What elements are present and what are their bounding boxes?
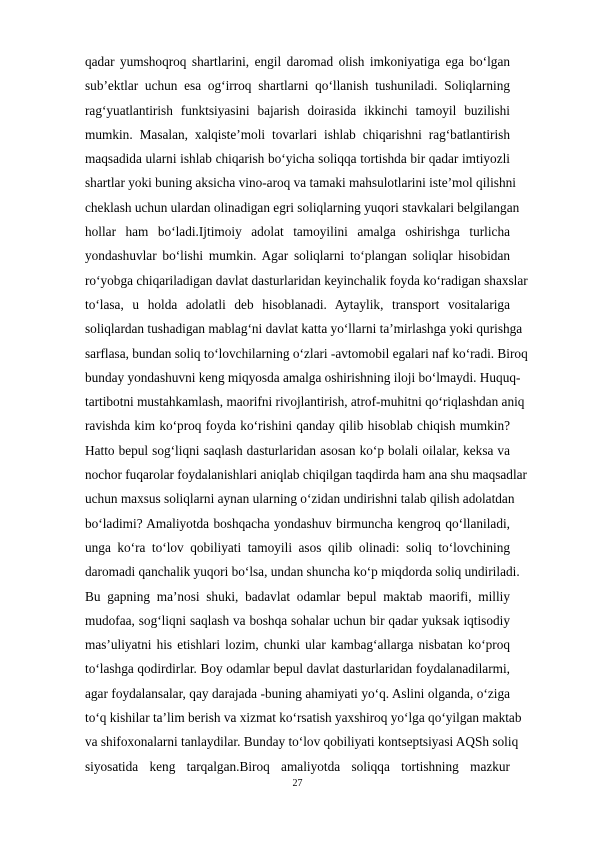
body-text <box>85 50 528 779</box>
text-line: yondashuvlar bo‘lishi mumkin. Agar soliqlarni to‘plangan soliqlar hisobidan <box>85 248 510 264</box>
text-line: cheklash uchun ulardan olinadigan egri soliqlarning yuqori stavkalari belgilangan <box>85 199 520 215</box>
text-line: rag‘yuatlantirish funktsiyasini bajarish doirasida ikkinchi tamoyil buzilishi <box>85 102 510 118</box>
text-line: soliqlardan tushadigan mablag‘ni davlat katta yo‘llarni ta’mirlashga yoki qurishga <box>85 321 523 337</box>
text-line: shartlar yoki buning aksicha vino-aroq va tamaki mahsulotlarini iste’mol qilishni <box>85 175 516 191</box>
text-line: ro‘yobga chiqariladigan davlat dasturlaridan keyinchalik foyda ko‘radigan shaxslar <box>85 272 528 288</box>
text-line: mas’uliyatni his etishlari lozim, chunki ular kambag‘allarga nisbatan ko‘proq <box>85 637 510 653</box>
text-line: qadar yumshoqroq shartlarini, engil daromad olish imkoniyatiga ega bo‘lgan <box>85 54 510 69</box>
text-line: uchun maxsus soliqlarni aynan ularning o‘zidan undirishni talab qilish adolatdan <box>85 491 515 507</box>
text-line: maqsadida ularni ishlab chiqarish bo‘yicha soliqqa tortishda bir qadar imtiyozli <box>85 151 510 167</box>
text-line: to‘lashga qodirdirlar. Boy odamlar bepul davlat dasturlaridan foydalanadilarmi, <box>85 661 510 677</box>
text-line: agar foydalansalar, qay darajada -buning ahamiyati yo‘q. Aslini olganda, o‘ziga <box>85 685 510 701</box>
text-line: sub’ektlar uchun esa og‘irroq shartlarni qo‘llanish tushuniladi. Soliqlarning <box>85 78 510 94</box>
text-line: to‘q kishilar ta’lim berish va xizmat ko‘rsatish yaxshiroq yo‘lga qo‘yilgan maktab <box>85 710 522 726</box>
text-line: unga ko‘ra to‘lov qobiliyati tamoyili asos qilib olinadi: soliq to‘lovchining <box>85 539 510 555</box>
text-line: ravishda kim ko‘proq foyda ko‘rishini qanday qilib hisoblab chiqish mumkin? <box>85 418 510 434</box>
text-line: bo‘ladimi? Amaliyotda boshqacha yondashuv birmuncha kengroq qo‘llaniladi, <box>85 515 510 531</box>
text-line: Bu gapning ma’nosi shuki, badavlat odamlar bepul maktab maorifi, milliy <box>85 588 510 604</box>
text-line: daromadi qanchalik yuqori bo‘lsa, undan shuncha ko‘p miqdorda soliq undiriladi. <box>85 564 520 580</box>
text-line: sarflasa, bundan soliq to‘lovchilarning o‘zlari -avtomobil egalari naf ko‘radi. Biroq <box>85 345 528 361</box>
page-number: 27 <box>292 778 303 789</box>
text-line: mudofaa, sog‘liqni saqlash va boshqa sohalar uchun bir qadar yuksak iqtisodiy <box>85 612 510 628</box>
text-line: to‘lasa, u holda adolatli deb hisoblanadi. Aytaylik, transport vositalariga <box>85 296 510 312</box>
text-line: mumkin. Masalan, xalqiste’moli tovarlari ishlab chiqarishni rag‘batlantirish <box>85 126 510 142</box>
text-line: Hatto bepul sog‘liqni saqlash dasturlaridan asosan ko‘p bolali oilalar, keksa va <box>85 442 510 458</box>
text-line: bunday yondashuvni keng miqyosda amalga oshirishning iloji bo‘lmaydi. Huquq- <box>85 369 521 385</box>
text-line: siyosatida keng tarqalgan.Biroq amaliyotda soliqqa tortishning mazkur <box>85 758 510 774</box>
text-line: nochor fuqarolar foydalanishlari aniqlab chiqilgan taqdirda ham ana shu maqsadlar <box>85 467 527 483</box>
text-line: va shifoxonalarni tanlaydilar. Bunday to‘lov qobiliyati kontseptsiyasi AQSh soliq <box>85 734 519 750</box>
text-line: hollar ham bo‘ladi.Ijtimoiy adolat tamoyilini amalga oshirishga turlicha <box>85 224 510 240</box>
text-line: tartibotni mustahkamlash, maorifni rivojlantirish, atrof-muhitni qo‘riqlashdan aniq <box>85 394 525 410</box>
